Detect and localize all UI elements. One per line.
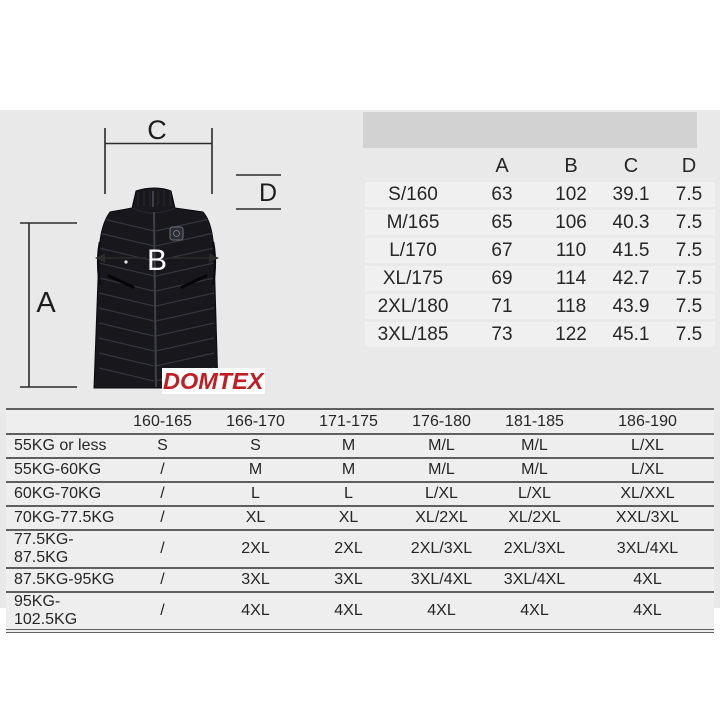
cell: / [116, 568, 209, 592]
cell: 42.7 [599, 266, 663, 291]
cell: 43.9 [599, 294, 663, 319]
table-row [6, 434, 714, 458]
weight-label: 77.5KG-87.5KG [6, 530, 116, 568]
col-header-c: C [623, 154, 639, 177]
cell: 7.5 [663, 266, 715, 291]
height-col-2: 171-175 [302, 409, 395, 434]
dimension-label-a: A [36, 287, 56, 319]
cell: 7.5 [663, 182, 715, 207]
cell: L [302, 482, 395, 506]
cell: 118 [543, 294, 599, 319]
cell: 106 [543, 210, 599, 235]
size-label: S/160 [365, 182, 461, 207]
table-row [365, 210, 715, 235]
cell: 63 [461, 182, 543, 207]
table-row [365, 294, 715, 319]
cell: XL/XXL [581, 482, 714, 506]
weight-label: 95KG-102.5KG [6, 592, 116, 631]
table-row [6, 458, 714, 482]
height-col-0: 160-165 [116, 409, 209, 434]
brand-logo [162, 368, 265, 394]
cell: 3XL/4XL [581, 530, 714, 568]
vest-illustration [94, 188, 218, 388]
weight-label: 87.5KG-95KG [6, 568, 116, 592]
cell: XL/2XL [395, 506, 488, 530]
cell: / [116, 592, 209, 631]
measurement-corner-cell [365, 153, 461, 179]
cell: 3XL [209, 568, 302, 592]
cell: 7.5 [663, 294, 715, 319]
size-label: M/165 [365, 210, 461, 235]
size-label: 2XL/180 [365, 294, 461, 319]
cell: 39.1 [599, 182, 663, 207]
cell: 4XL [488, 592, 581, 631]
cell: 67 [461, 238, 543, 263]
weight-label: 60KG-70KG [6, 482, 116, 506]
dimension-label-c: C [147, 115, 167, 145]
weight-label: 55KG-60KG [6, 458, 116, 482]
cell: / [116, 458, 209, 482]
cell: 45.1 [599, 322, 663, 347]
table-header-bar [363, 112, 697, 148]
vest-measurement-diagram [0, 110, 363, 400]
cell: M/L [395, 434, 488, 458]
cell: L/XL [581, 458, 714, 482]
size-label: L/170 [365, 238, 461, 263]
cell: / [116, 530, 209, 568]
heat-button [170, 227, 183, 240]
cell: 4XL [581, 568, 714, 592]
measurement-header-row [365, 153, 715, 179]
table-row [365, 322, 715, 347]
cell: 69 [461, 266, 543, 291]
cell: M/L [488, 434, 581, 458]
measurement-table [365, 150, 715, 350]
cell: 4XL [302, 592, 395, 631]
cell: 3XL [302, 568, 395, 592]
cell: M [209, 458, 302, 482]
table-row [6, 568, 714, 592]
cell: S [116, 434, 209, 458]
height-col-1: 166-170 [209, 409, 302, 434]
height-col-3: 176-180 [395, 409, 488, 434]
cell: 102 [543, 182, 599, 207]
cell: XL [209, 506, 302, 530]
cell: 71 [461, 294, 543, 319]
dimension-label-d: D [258, 179, 278, 207]
cell: L/XL [581, 434, 714, 458]
cell: 3XL/4XL [488, 568, 581, 592]
height-col-4: 181-185 [488, 409, 581, 434]
cell: 4XL [395, 592, 488, 631]
dimension-label-b: B [146, 244, 168, 277]
cell: M [302, 458, 395, 482]
col-header-d: D [681, 154, 697, 177]
table-row [6, 506, 714, 530]
col-header-a: A [495, 154, 509, 177]
fit-header-row [6, 409, 714, 434]
table-row [6, 592, 714, 631]
cell: 122 [543, 322, 599, 347]
cell: M [302, 434, 395, 458]
cell: 4XL [581, 592, 714, 631]
weight-label: 55KG or less [6, 434, 116, 458]
cell: XXL/3XL [581, 506, 714, 530]
cell: 114 [543, 266, 599, 291]
zipper-pull-dot [124, 260, 127, 263]
cell: 2XL/3XL [488, 530, 581, 568]
cell: XL/2XL [488, 506, 581, 530]
cell: 3XL/4XL [395, 568, 488, 592]
cell: 73 [461, 322, 543, 347]
col-header-b: B [564, 154, 578, 177]
weight-label: 70KG-77.5KG [6, 506, 116, 530]
cell: 65 [461, 210, 543, 235]
cell: M/L [488, 458, 581, 482]
cell: S [209, 434, 302, 458]
cell: 2XL [209, 530, 302, 568]
cell: M/L [395, 458, 488, 482]
size-label: XL/175 [365, 266, 461, 291]
size-label: 3XL/185 [365, 322, 461, 347]
cell: 110 [543, 238, 599, 263]
table-row [6, 482, 714, 506]
cell: 2XL [302, 530, 395, 568]
table-row [365, 238, 715, 263]
cell: 4XL [209, 592, 302, 631]
table-row [6, 530, 714, 568]
fit-table [6, 408, 714, 633]
cell: 7.5 [663, 322, 715, 347]
brand-logo-text: DOMTEX [163, 367, 264, 394]
cell: XL [302, 506, 395, 530]
cell: / [116, 482, 209, 506]
cell: / [116, 506, 209, 530]
cell: 7.5 [663, 210, 715, 235]
fit-corner-cell [6, 409, 116, 434]
cell: 40.3 [599, 210, 663, 235]
table-row [365, 266, 715, 291]
cell: 7.5 [663, 238, 715, 263]
table-row [365, 182, 715, 207]
cell: 41.5 [599, 238, 663, 263]
cell: L [209, 482, 302, 506]
height-col-5: 186-190 [581, 409, 714, 434]
cell: L/XL [395, 482, 488, 506]
cell: 2XL/3XL [395, 530, 488, 568]
cell: L/XL [488, 482, 581, 506]
